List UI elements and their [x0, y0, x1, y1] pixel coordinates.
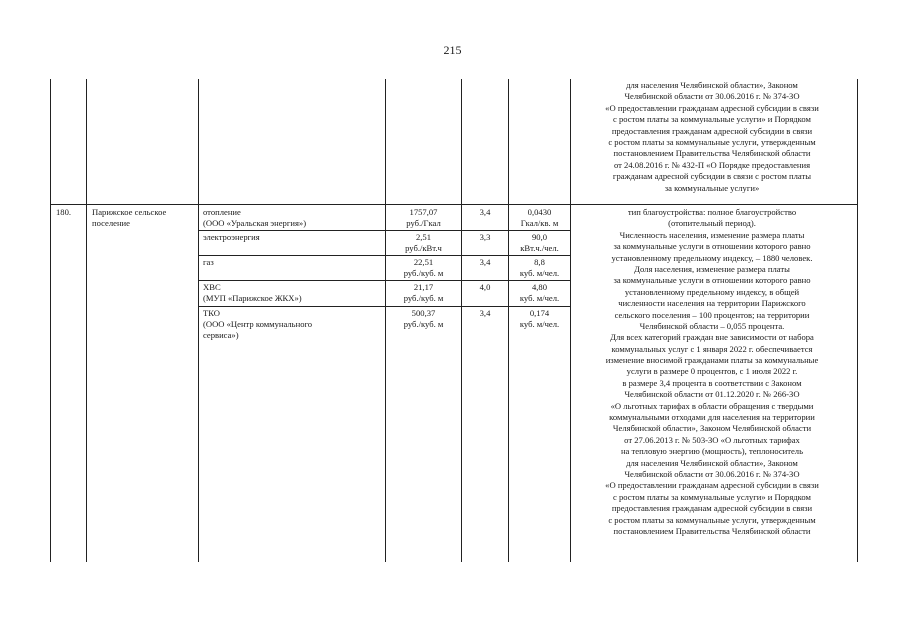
- note-line: сельского поселения – 100 процентов; на территории: [614, 309, 810, 320]
- table-border-left: [50, 79, 51, 562]
- service-name: электроэнергия: [203, 232, 260, 242]
- table-border-right: [857, 79, 858, 562]
- page-number: 215: [443, 43, 462, 57]
- service-name: отопление (ООО «Уральская энергия»): [203, 207, 307, 228]
- note-line: на тепловую энергию (мощность), теплоноситель: [620, 446, 804, 457]
- service-norm: 8,8 куб. м/чел.: [519, 257, 560, 278]
- column-divider: [461, 79, 462, 562]
- column-divider: [86, 79, 87, 562]
- service-name: ТКО (ООО «Центр коммунального сервиса»): [203, 308, 313, 340]
- note-line: предоставления гражданам адресной субсидии в связи: [611, 125, 813, 136]
- service-norm: 0,0430 Гкал/кв. м: [520, 207, 559, 228]
- service-divider: [198, 230, 570, 231]
- service-divider: [198, 306, 570, 307]
- service-tariff: 22,51 руб./куб. м: [403, 257, 444, 278]
- service-index: 3,4: [479, 257, 491, 267]
- tariff-table: [50, 79, 858, 562]
- note-line: с ростом платы за коммунальные услуги, утвержденным: [608, 514, 816, 525]
- service-norm: 0,174 куб. м/чел.: [519, 308, 560, 329]
- note-line: за коммунальные услуги в отношении которого равно: [613, 241, 811, 252]
- row-note: [572, 207, 852, 537]
- note-line: коммунальными отходами для населения на территории: [609, 412, 815, 423]
- note-line: численности населения на территории Парижского: [618, 298, 806, 309]
- note-line: «О предоставлении гражданам адресной субсидии в связи: [605, 102, 819, 113]
- row-divider: [50, 204, 858, 205]
- service-tariff: 2,51 руб./кВт.ч: [405, 232, 442, 253]
- note-line: с ростом платы за коммунальные услуги» и Порядком: [613, 114, 811, 125]
- note-line: установленному предельному индексу, в общей: [624, 286, 800, 297]
- service-name: ХВС (МУП «Парижское ЖКХ»): [203, 282, 302, 303]
- note-line: постановлением Правительства Челябинской области: [613, 525, 811, 536]
- note-line: от 24.08.2016 г. № 432-П «О Порядке предоставления: [613, 159, 811, 170]
- note-line: Доля населения, изменение размера платы: [634, 263, 790, 274]
- previous-row-note: [572, 80, 852, 194]
- note-line: Челябинской области от 30.06.2016 г. № 374-ЗО: [624, 91, 800, 102]
- row-number: 180.: [56, 207, 72, 217]
- note-line: гражданам адресной субсидии в связи с ростом платы: [612, 171, 812, 182]
- note-line: Челябинской области от 01.12.2020 г. № 266-ЗО: [624, 389, 800, 400]
- note-line: тип благоустройства: полное благоустройство: [627, 207, 797, 217]
- note-line: Для всех категорий граждан вне зависимости от набора: [610, 332, 814, 343]
- column-divider: [198, 79, 199, 562]
- note-line: (отопительный период).: [668, 218, 756, 229]
- note-line: Челябинской области от 30.06.2016 г. № 374-ЗО: [624, 468, 800, 479]
- service-tariff: 500,37 руб./куб. м: [403, 308, 444, 329]
- note-line: «О предоставлении гражданам адресной субсидии в связи: [605, 480, 819, 491]
- service-tariff: 21,17 руб./куб. м: [403, 282, 444, 303]
- note-line: для населения Челябинской области», Законом: [626, 80, 798, 90]
- note-line: за коммунальные услуги в отношении которого равно: [613, 275, 811, 286]
- note-line: предоставления гражданам адресной субсидии в связи: [611, 503, 813, 514]
- note-line: с ростом платы за коммунальные услуги, утвержденным: [608, 136, 816, 147]
- note-line: «О льготных тарифах в области обращения с твердыми: [610, 400, 814, 411]
- note-line: для населения Челябинской области», Законом: [626, 457, 798, 468]
- service-norm: 90,0 кВт.ч./чел.: [520, 232, 559, 253]
- column-divider: [570, 79, 571, 562]
- note-line: коммунальных услуг с 1 января 2022 г. обеспечивается: [611, 343, 813, 354]
- note-line: Численность населения, изменение размера платы: [619, 229, 805, 240]
- note-line: изменение вносимой гражданами платы за коммунальные: [605, 355, 819, 366]
- service-divider: [198, 255, 570, 256]
- note-line: услуги в размере 0 процентов, с 1 июля 2022 г.: [626, 366, 798, 377]
- service-tariff: 1757,07 руб./Гкал: [406, 207, 441, 228]
- service-divider: [198, 280, 570, 281]
- service-index: 3,4: [479, 308, 491, 318]
- note-line: за коммунальные услуги»: [664, 182, 760, 193]
- note-line: постановлением Правительства Челябинской области: [613, 148, 811, 159]
- service-index: 4,0: [479, 282, 491, 292]
- service-norm: 4,80 куб. м/чел.: [519, 282, 560, 303]
- note-line: Челябинской области – 0,055 процента.: [639, 320, 785, 331]
- note-line: в размере 3,4 процента в соответствии с Законом: [622, 377, 802, 388]
- service-name: газ: [203, 257, 214, 267]
- note-line: с ростом платы за коммунальные услуги» и Порядком: [613, 491, 811, 502]
- service-index: 3,4: [479, 207, 491, 217]
- note-line: Челябинской области», Законом Челябинской области: [612, 423, 812, 434]
- service-index: 3,3: [479, 232, 491, 242]
- note-line: от 27.06.2013 г. № 503-ЗО «О льготных тарифах: [624, 434, 800, 445]
- settlement-name: Парижское сельское поселение: [92, 207, 167, 228]
- note-line: установленному предельному индексу, – 1880 человек.: [611, 252, 813, 263]
